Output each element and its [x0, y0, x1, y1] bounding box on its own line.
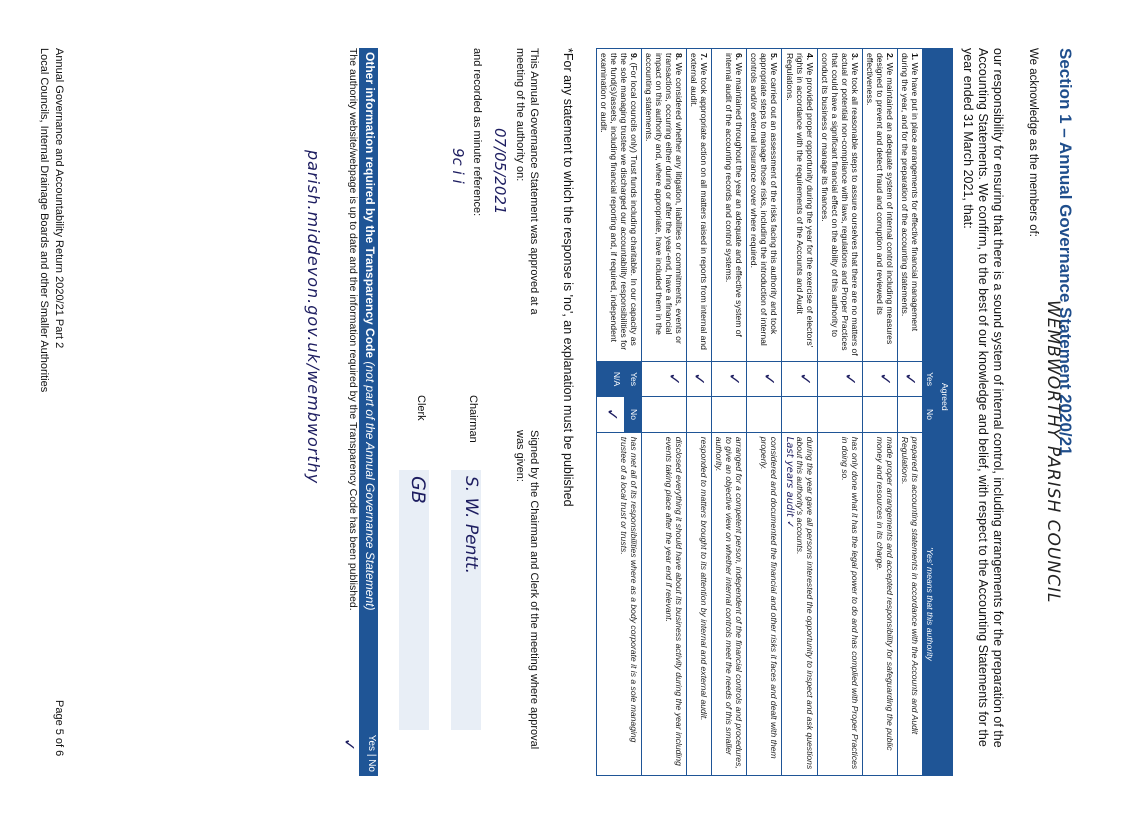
yes-check: ✓: [642, 361, 687, 396]
table-row: 9. (For local councils only) Trust funds including charitable. In our capacity as the sole managing trustee we discharged our accountability responsibilities for the fund(s)/assets, including financial reporting and, if required, independent examination or audit. Yes No has met all of its responsibilities where as a body corporate it is a sole managing trustee of a local trust or trusts.: [624, 49, 641, 776]
yes-check: ✓: [712, 361, 747, 396]
no-cell: [712, 397, 747, 432]
answer-text: prepared its accounting statements in accordance with the Accounts and Audit Regulations.: [898, 432, 923, 775]
yes-check: ✓: [687, 361, 712, 396]
meaning-header: 'Yes' means that this authority: [923, 432, 953, 775]
table-row: 2. We maintained an adequate system of internal control including measures designed to prevent and detect fraud and corruption and reviewed its effectiveness. ✓ made proper arrangements and accepted responsibility for safeguarding the public money and resources in its charge.: [863, 49, 898, 776]
minute-label: and recorded as minute reference:: [471, 48, 483, 217]
handwritten-note: Last years audit ✓: [784, 436, 795, 529]
answer-text: has only done what it has the legal power to do and has complied with Proper Practices in doing so.: [818, 432, 863, 775]
table-row: 1. We have put in place arrangements for effective financial management during the year, and for the preparation of the accounting statements. ✓ prepared its accounting statements in accordance with the Accounts and Audit Regulations.: [898, 49, 923, 776]
statement-text: We maintained an adequate system of internal control including measures designed to prevent and detect fraud and corruption and reviewed its effectiveness.: [865, 53, 895, 345]
transparency-yes-check: ✓: [340, 738, 359, 752]
table-row: 7. We took appropriate action on all matters raised in reports from internal and external audit. ✓ responded to matters brought to its attention by internal and external audit.: [687, 49, 712, 776]
answer-text: disclosed everything it should have about its business activity during the year including events taking place after the year end if relevant.: [642, 432, 687, 775]
yes-check: ✓: [747, 361, 782, 396]
no-cell: [642, 397, 687, 432]
other-info-text: The authority website/webpage is up to date and the information required by the Transparency Code has been published.: [347, 48, 359, 611]
yes-check: ✓: [782, 361, 818, 396]
approved-text: This Annual Governance Statement was approved at a meeting of the authority on:: [514, 48, 540, 315]
signed-text: Signed by the Chairman and Clerk of the meeting where approval was given:: [514, 430, 540, 750]
table-row: 4. We provided proper opportunity during the year for the exercise of electors' rights in accordance with the requirements of the Accounts and Audit Regulations. ✓ during the year gave all persons interested the opportunity to inspect and ask questions about this authority's accounts. Last years audit ✓: [782, 49, 818, 776]
answer-text: during the year gave all persons interested the opportunity to inspect and ask questions about this authority's accounts.: [795, 436, 815, 770]
answer-text: made proper arrangements and accepted responsibility for safeguarding the public money and resources in its charge.: [863, 432, 898, 775]
yes-header: Yes: [923, 361, 938, 396]
section-title: Section 1 – Annual Governance Statement 2020/21: [1056, 48, 1075, 456]
no-cell: [863, 397, 898, 432]
governance-table: [596, 48, 953, 776]
other-info-header: Other information required by the Transparency Code (not part of the Annual Governance Statement) Yes | No: [359, 48, 378, 776]
no-cell: [747, 397, 782, 432]
footer-return: Annual Governance and Accountability Return 2020/21 Part 2: [53, 48, 65, 349]
explanation-note: *For any statement to which the response is 'no', an explanation must be published: [561, 48, 575, 507]
clerk-signature: GB: [407, 476, 429, 504]
chairman-signature-box: [451, 470, 481, 730]
no-header: No: [923, 397, 938, 432]
statement-text: We took all reasonable steps to assure ourselves that there are no matters of actual or potential non-compliance with laws, regulations and Proper Practices that could have a significant financial effect on the ability of this authority to conduct its business or manage its finances.: [820, 53, 860, 356]
statement-text: We carried out an assessment of the risks facing this authority and took appropriate steps to manage those risks, including the introduction of internal controls and/or external insurance cover where required.: [749, 53, 779, 346]
statement-text: (For local councils only) Trust funds including charitable. In our capacity as the sole managing trustee we discharged our accountability responsibilities for the fund(s)/assets, including financial reporting and, if required, independent examination or audit.: [599, 53, 639, 351]
no-cell: [818, 397, 863, 432]
website-handwritten: parish.middevon.gov.uk/wembworthy: [304, 150, 323, 485]
yes-check: ✓: [818, 361, 863, 396]
na-check: ✓: [597, 397, 625, 432]
clerk-signature-box: [399, 470, 429, 730]
statement-text: We provided proper opportunity during the year for the exercise of electors' rights in accordance with the requirements of the Accounts and Audit Regulations.: [785, 53, 815, 348]
yes-check: ✓: [898, 361, 923, 396]
answer-text: responded to matters brought to its attention by internal and external audit.: [687, 432, 712, 775]
acknowledge-text: We acknowledge as the members of:: [1027, 48, 1039, 237]
statement-text: We considered whether any litigation, liabilities or commitments, events or transactions, occurring either during or after the year-end, have a financial impact on this authority and, where appropriate, have included them in the accounting statements.: [644, 53, 684, 344]
table-row: 5. We carried out an assessment of the risks facing this authority and took appropriate steps to manage those risks, including the introduction of internal controls and/or external insurance cover where required. ✓ considered and documented the financial and other risks it faces and dealt with them properly.: [747, 49, 782, 776]
na-label: N/A: [597, 361, 625, 396]
yes-label: Yes: [624, 361, 641, 396]
table-row: 3. We took all reasonable steps to assure ourselves that there are no matters of actual or potential non-compliance with laws, regulations and Proper Practices that could have a significant financial effect on the ability of this authority to conduct its business or manage its finances. ✓ has only done what it has the legal power to do and has complied with Proper Practices in doing so.: [818, 49, 863, 776]
intro-paragraph: our responsibility for ensuring that there is a sound system of internal control, including arrangements for the preparation of the Accounting Statements. We confirm, to the best of our knowledge and belief, with respect to the Accounting Statements for the year ended 31 March 2021, that:: [961, 48, 1005, 748]
yes-check: ✓: [863, 361, 898, 396]
agreed-header: Agreed: [938, 361, 953, 432]
authority-name-handwritten: WEMBWORTHY PARISH COUNCIL: [1043, 300, 1063, 604]
clerk-label: Clerk: [415, 395, 427, 421]
statement-text: We have put in place arrangements for effective financial management during the year, and for the preparation of the accounting statements.: [900, 53, 920, 332]
answer-text: considered and documented the financial and other risks it faces and dealt with them properly.: [747, 432, 782, 775]
no-label: No: [624, 397, 641, 432]
table-row: 8. We considered whether any litigation, liabilities or commitments, events or transactions, occurring either during or after the year-end, have a financial impact on this authority and, where appropriate, have included them in the accounting statements. ✓ disclosed everything it should have about its business activity during the year including events taking place after the year end if relevant.: [642, 49, 687, 776]
footer-authorities: Local Councils, Internal Drainage Boards and other Smaller Authorities: [38, 48, 50, 393]
no-cell: [687, 397, 712, 432]
table-row: 6. We maintained throughout the year an adequate and effective system of internal audit of the accounting records and control systems. ✓ arranged for a competent person, independent of the financial controls and procedures, to give an objective view on whether internal controls meet the needs of this smaller authority.: [712, 49, 747, 776]
chairman-signature: S. W. Pentt.: [461, 476, 481, 575]
no-cell: [782, 397, 818, 432]
statement-text: We maintained throughout the year an adequate and effective system of internal audit of the accounting records and control systems.: [724, 53, 744, 337]
answer-text: arranged for a competent person, independent of the financial controls and procedures, to give an objective view on whether internal controls meet the needs of this smaller authority.: [712, 432, 747, 775]
page-number: Page 5 of 6: [53, 700, 65, 757]
approval-date: 07/05/2021: [491, 128, 509, 215]
chairman-label: Chairman: [467, 395, 479, 443]
no-cell: [898, 397, 923, 432]
answer-text: has met all of its responsibilities where as a body corporate it is a sole managing trustee of a local trust or trusts.: [597, 432, 642, 775]
table-header: [938, 49, 953, 776]
statement-text: We took appropriate action on all matters raised in reports from internal and external audit.: [689, 53, 709, 350]
minute-reference: 9c i i: [449, 148, 467, 184]
